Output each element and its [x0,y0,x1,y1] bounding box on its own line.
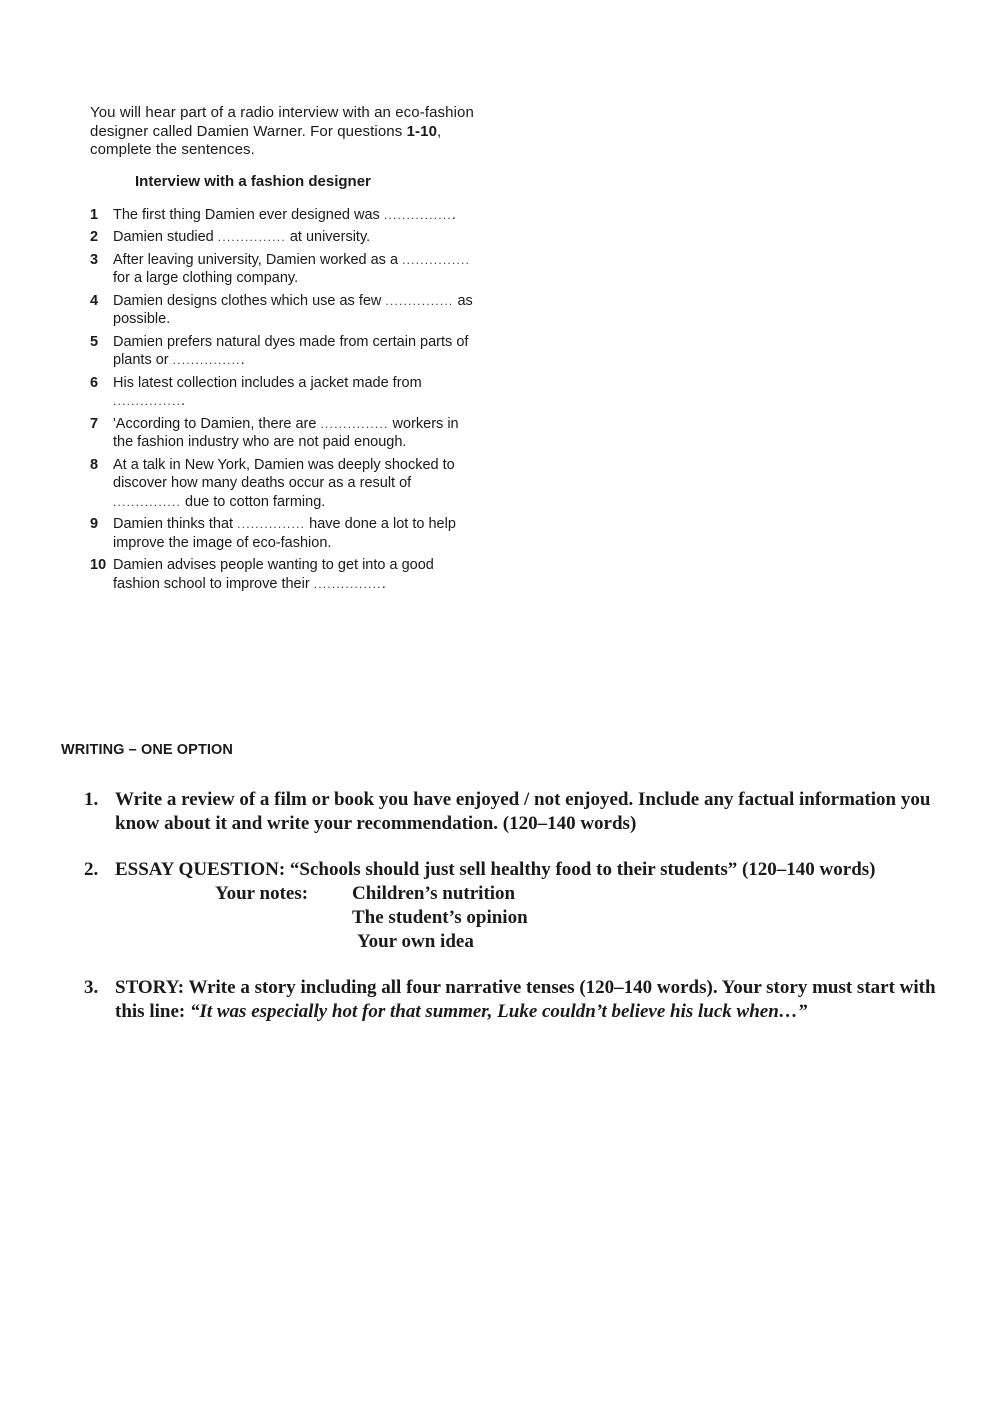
answer-blank: ............... [217,230,286,244]
writing-task-3 [84,976,964,1024]
answer-blank: ............... [385,293,454,308]
question-number: 3 [90,251,99,268]
question-text-end: . [240,352,245,368]
question-text-start: The first thing Damien ever designed was [113,206,380,223]
question-text-end: workers in the fashion industry who are not paid enough. [113,415,459,450]
answer-blank: ............... [320,416,389,431]
question-number: 4 [90,292,99,309]
question-text [113,292,480,329]
question-number: 7 [90,415,99,432]
answer-blank: ............... [313,576,382,591]
question-item [90,515,480,552]
question-number: 6 [90,374,99,391]
task-number: 2. [84,859,99,880]
question-number: 1 [90,206,99,223]
question-number: 10 [90,557,107,573]
task-text-main: STORY: Write a story including all four narrative tenses (120–140 words). Your story must start with this line: [115,977,936,1022]
instructions-text-end: , complete the sentences. [90,122,442,158]
note-item: The student’s opinion [352,907,528,928]
story-opening-line: “It was especially hot for that summer, Luke couldn’t believe his luck when…” [189,1001,808,1022]
question-item [90,415,480,452]
answer-blank: ............... [113,394,182,408]
answer-blank: ............... [383,207,452,222]
question-text [113,228,480,247]
question-item [90,456,480,512]
task-number: 1. [84,789,99,810]
question-text [113,333,480,370]
task-text: ESSAY QUESTION: “Schools should just sell healthy food to their students” (120–140 words) [115,859,876,880]
question-item [90,292,480,329]
question-text [113,251,480,288]
question-item [90,556,480,593]
question-text-end: have done a lot to help improve the image of eco-fashion. [113,516,456,551]
question-item [90,333,480,370]
answer-blank: ............... [113,494,182,509]
question-text-start: 'According to Damien, there are [113,415,317,432]
question-text-end: . [451,206,456,223]
writing-task-2 [84,858,964,954]
listening-section [90,104,480,597]
question-text-start: Damien studied [113,229,214,245]
answer-blank: ............... [402,252,471,267]
listening-instructions [90,104,480,160]
essay-notes [115,882,964,954]
listening-subtitle: Interview with a fashion designer [135,172,371,190]
instructions-text: You will hear part of a radio interview with an eco-fashion designer called Damien Warner. For questions [90,104,474,140]
question-text-end: as possible. [113,292,473,327]
question-item [90,206,480,225]
answer-blank: ............... [237,517,306,531]
task-text: Write a review of a film or book you have enjoyed / not enjoyed. Include any factual information you know about it and write your recommendation. (120–140 words) [115,789,931,834]
question-text-start: After leaving university, Damien worked as a [113,251,399,268]
note-item: Children’s nutrition [352,883,516,904]
question-text-end: . [181,393,186,409]
question-text-start: Damien designs clothes which use as few [113,292,382,309]
answer-blank: ............... [172,353,241,367]
question-number: 5 [90,333,99,350]
question-number: 9 [90,516,99,532]
question-number: 2 [90,229,99,245]
question-text [113,515,480,552]
writing-title: WRITING – ONE OPTION [61,742,233,758]
question-text-end: at university. [289,229,371,245]
writing-section [84,788,964,1046]
question-text [113,456,480,512]
question-number: 8 [90,456,99,473]
question-text-end: due to cotton farming. [185,493,326,510]
question-text [113,415,480,452]
writing-task-1 [84,788,964,836]
question-range: 1-10 [406,122,438,140]
question-item [90,228,480,247]
notes-list [352,882,964,954]
question-text-start: Damien advises people wanting to get into a good fashion school to improve their [113,557,434,592]
question-text [113,206,480,225]
question-text-start: At a talk in New York, Damien was deeply shocked to discover how many deaths occur as a result of [113,456,455,491]
question-text [113,556,480,593]
question-item [90,251,480,288]
question-text-start: Damien thinks that [113,516,234,532]
question-item [90,374,480,411]
task-number: 3. [84,977,99,998]
question-text-start: His latest collection includes a jacket made from [113,374,422,391]
question-list [90,206,480,594]
task-text [115,976,964,1024]
note-item: Your own idea [357,931,474,952]
question-text-start: Damien prefers natural dyes made from certain parts of plants or [113,333,469,368]
question-text-end: for a large clothing company. [113,270,299,286]
task-body [115,858,964,954]
question-text-end: . [381,575,386,592]
notes-label: Your notes: [215,883,309,904]
question-text [113,374,480,411]
